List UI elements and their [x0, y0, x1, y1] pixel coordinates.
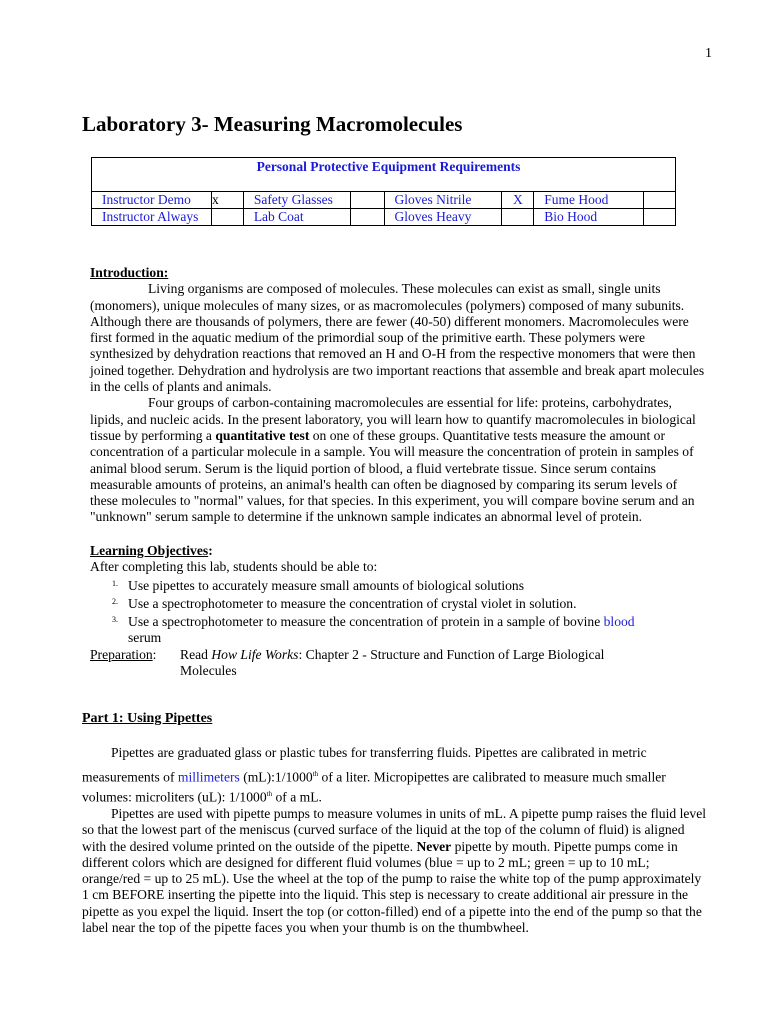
ppe-mark [211, 209, 243, 226]
ppe-mark: X [502, 192, 534, 209]
ppe-cell: Instructor Always [92, 209, 212, 226]
ppe-mark [350, 209, 384, 226]
part1-body [82, 745, 707, 936]
ppe-row [92, 192, 676, 209]
objectives-lead: After completing this lab, students should be able to: [90, 559, 378, 575]
intro-paragraph-1: Living organisms are composed of molecules. These molecules can exist as small, single units (monomers), unique molecules of many sizes, or as macromolecules (polymers) composed of many subunits. Although there are thousands of polymers, there are fewer (40-50) different monomers. Macromolecules were first formed in the aquatic medium of the primordial soup of the primitive earth. These polymers were synthesized by dehydration reactions that removed an H and O-H from the respective monomers that were then joined together. Dehydration and hydrolysis are two important reactions that assemble and break apart molecules in the cells of plants and animals. [90, 281, 705, 395]
ppe-cell: Bio Hood [534, 209, 644, 226]
ppe-cell: Gloves Nitrile [384, 192, 502, 209]
objective-item: 2. Use a spectrophotometer to measure the concentration of crystal violet in solution. [112, 595, 577, 611]
ppe-mark [644, 192, 676, 209]
blood-link[interactable]: blood [603, 614, 635, 630]
introduction-section [90, 265, 708, 526]
ppe-mark: x [211, 192, 243, 209]
ppe-table [91, 157, 676, 226]
ppe-cell: Lab Coat [243, 209, 350, 226]
ppe-cell: Fume Hood [534, 192, 644, 209]
ppe-mark [350, 192, 384, 209]
preparation-label: Preparation [90, 646, 153, 662]
ppe-cell: Instructor Demo [92, 192, 212, 209]
objective-item: 3. Use a spectrophotometer to measure the concentration of protein in a sample of bovine blood serum [112, 614, 635, 646]
objective-item: 1. Use pipettes to accurately measure small amounts of biological solutions [112, 577, 525, 593]
objectives-heading: Learning Objectives [90, 543, 209, 558]
ppe-mark [502, 209, 534, 226]
part1-paragraph-3: Pipettes are used with pipette pumps to measure volumes in units of mL. A pipette pump raises the fluid level so that the lowest part of the meniscus (curved surface of the liquid at the top of the column of fluid) is aligned with the desired volume printed on the outside of the pipette. Never pipette by mouth. Pipette pumps come in different colors which are designed for different fluid volumes (blue = up to 2 mL; green = up to 10 mL; orange/red = up to 25 mL). Use the wheel at the top of the pump to raise the white top of the pump approximately 1 cm BEFORE inserting the pipette into the liquid. This step is necessary to create additional air pressure in the pipette as you expel the liquid. Insert the top (or cotton-filled) end of a pipette into the end of the pump so that the label near the top of the pipette faces you when your thumb is on the thumbwheel. [82, 805, 706, 936]
preparation-row: Preparation: Read How Life Works: Chapter 2 - Structure and Function of Large Biological Molecules [90, 647, 708, 680]
ppe-mark [644, 209, 676, 226]
objectives-list [90, 578, 708, 647]
ppe-header: Personal Protective Equipment Requirements [92, 158, 676, 192]
ppe-cell: Safety Glasses [243, 192, 350, 209]
part1-paragraph-1: Pipettes are graduated glass or plastic tubes for transferring fluids. Pipettes are calibrated in metric [111, 745, 647, 760]
introduction-heading: Introduction: [90, 265, 169, 280]
ppe-row [92, 209, 676, 226]
page-title: Laboratory 3- Measuring Macromolecules [82, 112, 463, 136]
part1-title: Part 1: Using Pipettes [82, 711, 213, 726]
learning-objectives-section: Learning Objectives: After completing this lab, students should be able to: 1. Use pipettes to accurately measure small amounts of biological solutions 2. Use a spectrophotometer to measure the concentration of crystal violet in solution. 3. Use a spectrophotometer to measure the concentration of protein in a sample of bovine blood serum Preparation: Read How Life Works: Chapter 2 - Structure and Function of Large Biological Molecules [90, 543, 708, 679]
millimeters-link[interactable]: millimeters [177, 769, 240, 785]
part1-paragraph-2: measurements of millimeters (mL):1/1000th of a liter. Micropipettes are calibrated to measure much smaller volumes: microliters (uL): 1/1000th of a mL. [82, 769, 666, 805]
ppe-cell: Gloves Heavy [384, 209, 502, 226]
page-number: 1 [705, 46, 712, 61]
intro-paragraph-2: Four groups of carbon-containing macromolecules are essential for life: proteins, carbohydrates, lipids, and nucleic acids. In the present laboratory, you will learn how to quantify macromolecules in biological tissue by performing a quantitative test on one of these groups. Quantitative tests measure the amount or concentration of a particular molecule in a sample. You will measure the concentration of protein in samples of animal blood serum. Serum is the liquid portion of blood, a fluid vertebrate tissue. Since serum contains measurable amounts of proteins, an animal's health can often be diagnosed by comparing its serum levels of these molecules to "normal" values, for that species. In this experiment, you will compare bovine serum and an "unknown" serum sample to determine if the unknown sample indicates an abnormal level of protein. [90, 395, 696, 525]
preparation-text: Read How Life Works: Chapter 2 - Structure and Function of Large Biological Molecules [180, 646, 605, 679]
